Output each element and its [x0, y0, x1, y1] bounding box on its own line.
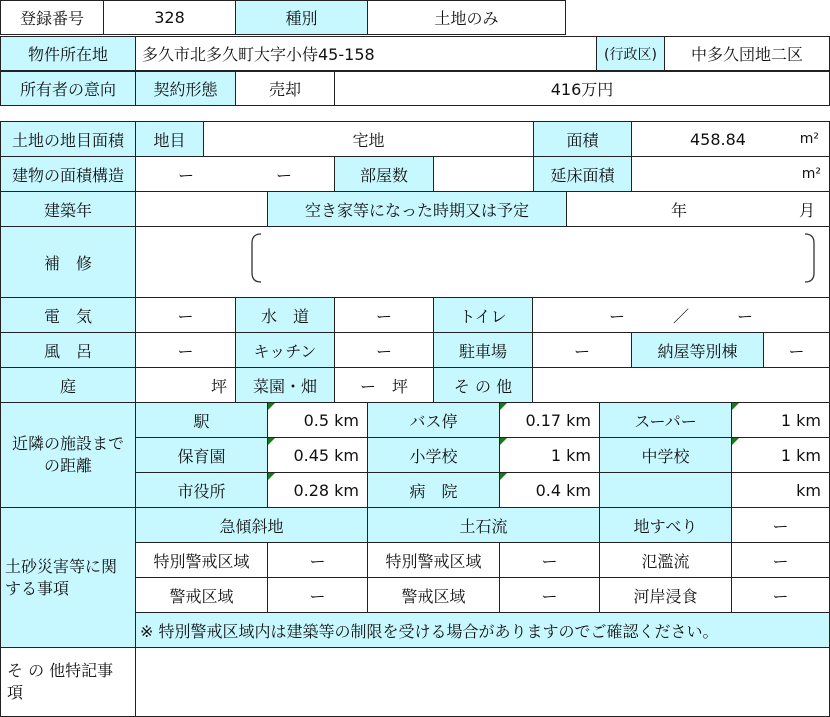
owner-intent-label: 所有者の意向 — [0, 71, 136, 106]
floor-area-label: 延床面積 — [533, 156, 632, 192]
shed-value: ー — [763, 332, 830, 368]
facility-distance: 0.17 km — [499, 402, 600, 438]
vacant-month-unit: 月 — [798, 200, 815, 220]
bath-label: 風 呂 — [0, 332, 136, 368]
hazard-label-text: 土砂災害等に関する事項 — [5, 556, 118, 598]
electric-label: 電 気 — [0, 297, 136, 333]
electric-value: ー — [135, 297, 236, 333]
remarks-value — [135, 647, 830, 717]
land-category-label: 地目 — [135, 121, 204, 157]
erosion-label: 河岸浸食 — [599, 577, 732, 613]
cell-comment-marker-icon — [268, 473, 275, 480]
erosion-value: ー — [731, 577, 830, 613]
rooms-value — [433, 156, 534, 192]
land-area-cell — [631, 121, 830, 157]
hazard-label — [0, 507, 136, 648]
right-bracket-icon — [804, 233, 816, 283]
facility-distance: 1 km — [731, 402, 830, 438]
land-category-value: 宅地 — [203, 121, 534, 157]
type-label: 種別 — [235, 0, 368, 35]
facility-distance: km — [731, 472, 830, 508]
landslide-label: 地すべり — [599, 507, 732, 543]
location-label: 物件所在地 — [0, 36, 136, 71]
district-label: (行政区) — [596, 36, 665, 71]
special-zone-1-value: ー — [267, 542, 368, 578]
cell-comment-marker-icon — [268, 438, 275, 445]
warning-zone-2-label: 警戒区域 — [367, 577, 500, 613]
repair-label: 補 修 — [0, 226, 136, 298]
district-value: 中多久団地二区 — [664, 36, 830, 71]
facilities-label-text: 近隣の施設までの距離 — [11, 434, 124, 475]
contract-value: 売却 — [235, 71, 335, 106]
facility-name — [599, 472, 732, 508]
built-year-value — [135, 191, 268, 227]
field-value: ー 坪 — [334, 367, 434, 403]
bath-value: ー — [135, 332, 236, 368]
special-zone-2-value: ー — [499, 542, 600, 578]
built-year-label: 建築年 — [0, 191, 136, 227]
land-label: 土地の地目面積 — [0, 121, 136, 157]
facility-name: 市役所 — [135, 472, 268, 508]
facility-name: 中学校 — [599, 437, 732, 473]
facility-distance: 1 km — [731, 437, 830, 473]
water-value: ー — [334, 297, 434, 333]
warning-zone-1-value: ー — [267, 577, 368, 613]
warning-zone-1-label: 警戒区域 — [135, 577, 268, 613]
toilet-value: ー ／ ー — [532, 297, 830, 333]
vacant-period-label: 空き家等になった時期又は予定 — [267, 191, 567, 227]
type-value: 土地のみ — [367, 0, 566, 35]
building-dash-1: ー — [178, 165, 195, 185]
other-value — [532, 367, 830, 403]
cell-comment-marker-icon — [500, 473, 507, 480]
floor-area-unit: m² — [631, 156, 830, 192]
facility-distance: 0.45 km — [267, 437, 368, 473]
left-bracket-icon — [250, 233, 262, 283]
toilet-label: トイレ — [433, 297, 533, 333]
kitchen-label: キッチン — [235, 332, 335, 368]
garden-tsubo: 坪 — [135, 367, 236, 403]
parking-label: 駐車場 — [433, 332, 533, 368]
water-label: 水 道 — [235, 297, 335, 333]
facility-name: 駅 — [135, 402, 268, 438]
land-area-unit: m² — [799, 131, 819, 147]
facility-name: スーパー — [599, 402, 732, 438]
hazard-note: ※ 特別警戒区域内は建築等の制限を受ける場合がありますのでご確認ください。 — [135, 612, 830, 648]
shed-label: 納屋等別棟 — [631, 332, 764, 368]
cell-comment-marker-icon — [500, 438, 507, 445]
reg-no-value: 328 — [103, 0, 236, 35]
location-address: 多久市北多久町大字小侍45-158 — [135, 36, 597, 71]
cell-comment-marker-icon — [268, 403, 275, 410]
landslide-value: ー — [731, 507, 830, 543]
land-area-value: 458.84 — [690, 129, 746, 149]
facility-distance: 0.5 km — [267, 402, 368, 438]
flood-value: ー — [731, 542, 830, 578]
reg-no-label: 登録番号 — [0, 0, 104, 35]
kitchen-value: ー — [334, 332, 434, 368]
facility-name: バス停 — [367, 402, 500, 438]
warning-zone-2-value: ー — [499, 577, 600, 613]
remarks-label — [0, 647, 136, 717]
cell-comment-marker-icon — [732, 438, 739, 445]
facility-distance: 0.4 km — [499, 472, 600, 508]
remarks-label-text: そ の 他特記事項 — [7, 661, 114, 702]
facility-distance: 0.28 km — [267, 472, 368, 508]
garden-label: 庭 — [0, 367, 136, 403]
building-dash-2: ー — [276, 165, 293, 185]
price-value: 416万円 — [334, 71, 830, 106]
special-zone-1-label: 特別警戒区域 — [135, 542, 268, 578]
facility-name: 小学校 — [367, 437, 500, 473]
repair-cell — [135, 226, 830, 298]
cell-comment-marker-icon — [732, 403, 739, 410]
cell-comment-marker-icon — [500, 403, 507, 410]
building-label: 建物の面積構造 — [0, 156, 136, 192]
other-label: そ の 他 — [433, 367, 533, 403]
debris-flow-label: 土石流 — [367, 507, 600, 543]
facilities-label — [0, 402, 136, 508]
flood-label: 氾濫流 — [599, 542, 732, 578]
land-area-label: 面積 — [533, 121, 632, 157]
facility-name: 病 院 — [367, 472, 500, 508]
facility-name: 保育園 — [135, 437, 268, 473]
special-zone-2-label: 特別警戒区域 — [367, 542, 500, 578]
rooms-label: 部屋数 — [334, 156, 434, 192]
facility-distance: 1 km — [499, 437, 600, 473]
vacant-period-cell — [566, 191, 830, 227]
vacant-year-unit: 年 — [671, 200, 688, 220]
steep-slope-label: 急傾斜地 — [135, 507, 368, 543]
field-label: 菜園・畑 — [235, 367, 335, 403]
building-structure-cell — [135, 156, 335, 192]
parking-value: ー — [532, 332, 632, 368]
contract-label: 契約形態 — [135, 71, 236, 106]
